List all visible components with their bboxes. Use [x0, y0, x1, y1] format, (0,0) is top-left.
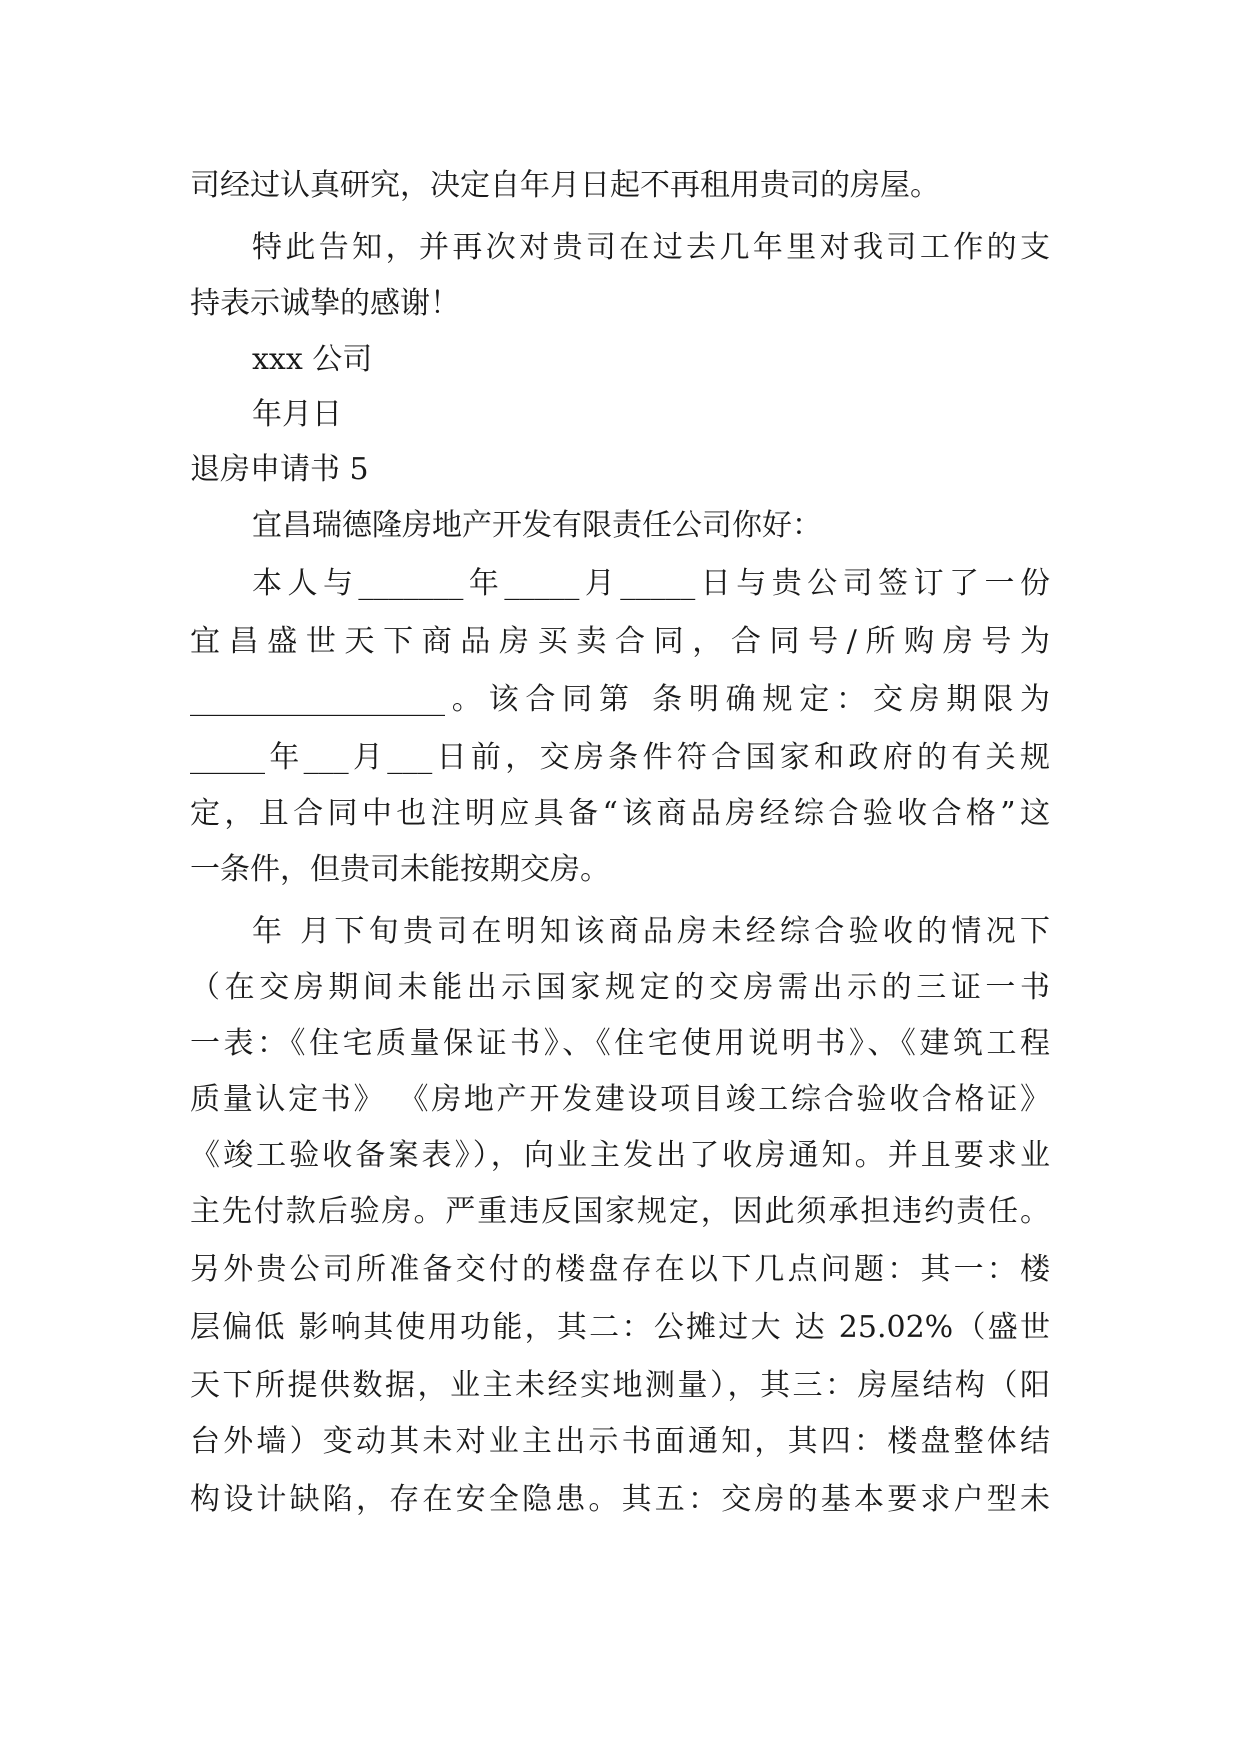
paragraph-line: 一条件，但贵司未能按期交房。: [190, 852, 610, 887]
letter-salutation: 宜昌瑞德隆房地产开发有限责任公司你好：: [252, 508, 822, 543]
paragraph-line: 另外贵公司所准备交付的楼盘存在以下几点问题：其一：楼: [190, 1252, 1050, 1287]
paragraph-line: 台外墙）变动其未对业主出示书面通知，其四：楼盘整体结: [190, 1424, 1050, 1459]
paragraph-line: 一表：《住宅质量保证书》、《住宅使用说明书》、《建筑工程: [190, 1026, 1050, 1061]
section-heading: 退房申请书 5: [190, 452, 369, 487]
paragraph-line: 宜昌盛世天下商品房买卖合同，合同号/所购房号为: [190, 624, 1050, 659]
paragraph-line: 主先付款后验房。严重违反国家规定，因此须承担违约责任。: [190, 1194, 1050, 1229]
paragraph-line: （在交房期间未能出示国家规定的交房需出示的三证一书: [190, 970, 1050, 1005]
paragraph-line: 年 月下旬贵司在明知该商品房未经综合验收的情况下: [252, 914, 1050, 949]
paragraph-line: 《竣工验收备案表》），向业主发出了收房通知。并且要求业: [190, 1138, 1050, 1173]
signature-company: xxx 公司: [252, 342, 373, 377]
paragraph-line: 天下所提供数据，业主未经实地测量），其三：房屋结构（阳: [190, 1368, 1050, 1403]
paragraph-line: 特此告知，并再次对贵司在过去几年里对我司工作的支: [252, 230, 1050, 265]
paragraph-line: 定，且合同中也注明应具备“该商品房经综合验收合格”这: [190, 796, 1050, 831]
paragraph-line: 司经过认真研究，决定自年月日起不再租用贵司的房屋。: [190, 168, 940, 203]
paragraph-line: _____年___月___日前，交房条件符合国家和政府的有关规: [190, 740, 1050, 775]
signature-date: 年月日: [252, 397, 342, 432]
paragraph-line: 构设计缺陷，存在安全隐患。其五：交房的基本要求户型未: [190, 1482, 1050, 1517]
paragraph-line: 本人与_______年_____月_____日与贵公司签订了一份: [252, 566, 1050, 601]
paragraph-line: 层偏低 影响其使用功能，其二：公摊过大 达 25.02%（盛世: [190, 1310, 1050, 1345]
paragraph-line: 质量认定书》 《房地产开发建设项目竣工综合验收合格证》: [190, 1082, 1050, 1117]
paragraph-line: 持表示诚挚的感谢！: [190, 286, 460, 321]
paragraph-line: _________________。该合同第 条明确规定：交房期限为: [190, 682, 1050, 717]
